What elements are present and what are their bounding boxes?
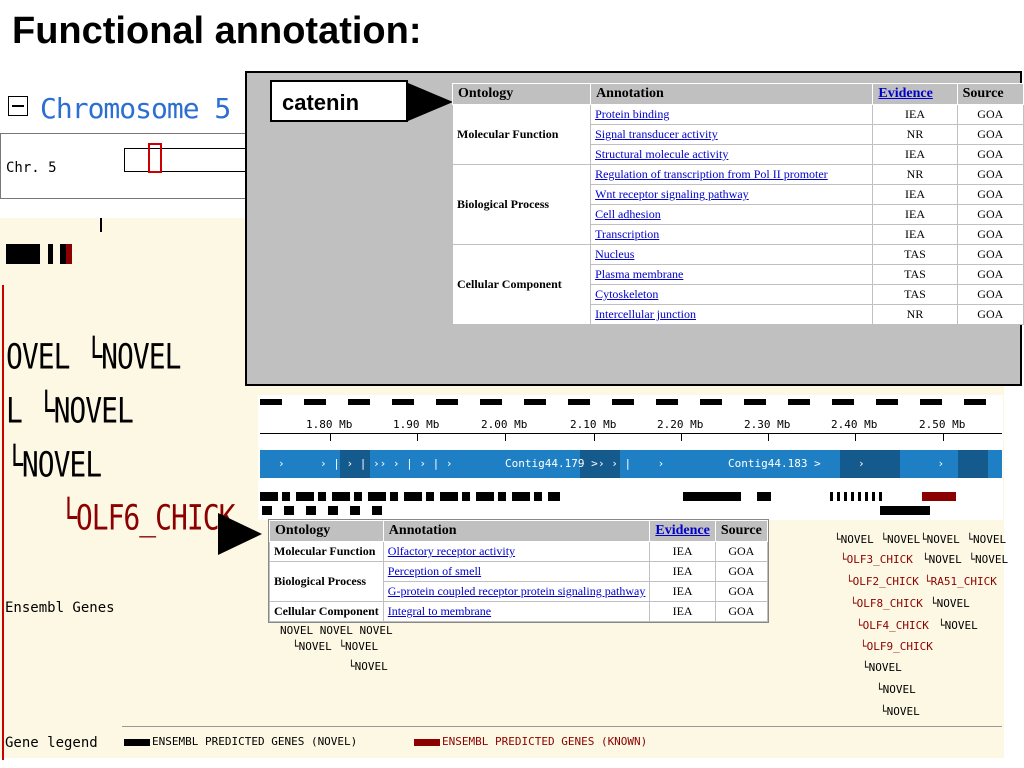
- evidence-cell: IEA: [650, 602, 715, 622]
- ensembl-genes-label: Ensembl Genes: [5, 600, 115, 616]
- annotation-cell: [591, 285, 873, 305]
- scale-tick: [505, 433, 506, 441]
- annotation-link[interactable]: Transcription: [595, 227, 660, 241]
- gene-label[interactable]: └NOVEL └NOVEL: [834, 533, 921, 546]
- position-tick: [100, 218, 102, 232]
- annotation-link[interactable]: Cytoskeleton: [595, 287, 659, 301]
- scale-tick-label: 2.50 Mb: [919, 418, 966, 431]
- ontology-cell: Cellular Component: [453, 245, 591, 325]
- source-cell: GOA: [715, 582, 767, 602]
- col-header-annotation: Annotation: [383, 521, 650, 542]
- source-cell: GOA: [957, 245, 1023, 265]
- gene-block-known[interactable]: [922, 492, 956, 501]
- source-cell: GOA: [715, 602, 767, 622]
- evidence-cell: IEA: [650, 542, 715, 562]
- source-cell: GOA: [715, 542, 767, 562]
- scale-tick: [855, 433, 856, 441]
- gene-label[interactable]: └NOVEL └NOVEL: [920, 533, 1007, 546]
- evidence-cell: IEA: [873, 205, 957, 225]
- scale-line: [260, 433, 1002, 434]
- evidence-cell: IEA: [650, 582, 715, 602]
- scale-tick-label: 2.10 Mb: [570, 418, 617, 431]
- scale-tick-label: 2.40 Mb: [831, 418, 878, 431]
- gene-legend-label: Gene legend: [5, 735, 98, 751]
- gene-label-olf6[interactable]: └OLF6_CHICK: [60, 497, 235, 539]
- evidence-cell: IEA: [650, 562, 715, 582]
- gene-label[interactable]: └NOVEL: [930, 597, 970, 610]
- scale-tick-label: 1.80 Mb: [306, 418, 353, 431]
- col-header-evidence: [873, 84, 957, 105]
- contig-arrows: › › ›: [858, 457, 1017, 470]
- legend-novel-text: ENSEMBL PREDICTED GENES (NOVEL): [152, 735, 358, 748]
- scale-tick-label: 2.00 Mb: [481, 418, 528, 431]
- annotation-cell: [591, 105, 873, 125]
- contig-arrows: › › | ›: [598, 457, 665, 470]
- gene-label-known[interactable]: └OLF3_CHICK: [840, 553, 913, 566]
- annotation-cell: [591, 265, 873, 285]
- chr-label: Chr. 5: [6, 160, 57, 176]
- gene-label[interactable]: └NOVEL: [862, 661, 902, 674]
- gene-label-known[interactable]: └OLF9_CHICK: [860, 640, 933, 653]
- scale-tick-label: 1.90 Mb: [393, 418, 440, 431]
- gene-label[interactable]: └NOVEL: [348, 660, 388, 673]
- gene-label[interactable]: └NOVEL: [6, 444, 102, 486]
- gene-label[interactable]: └NOVEL: [876, 683, 916, 696]
- source-cell: GOA: [957, 145, 1023, 165]
- olf6-go-table-wrap: [268, 519, 769, 623]
- source-cell: GOA: [715, 562, 767, 582]
- annotation-cell: [591, 205, 873, 225]
- col-header-evidence: [650, 521, 715, 542]
- annotation-link[interactable]: Protein binding: [595, 107, 670, 121]
- slide-title: Functional annotation:: [12, 10, 422, 52]
- annotation-link[interactable]: Olfactory receptor activity: [387, 544, 516, 558]
- source-cell: GOA: [957, 165, 1023, 185]
- scale-tick: [417, 433, 418, 441]
- gene-row[interactable]: [830, 492, 886, 501]
- legend-novel-swatch: [124, 739, 150, 746]
- annotation-cell: [383, 602, 650, 622]
- gene-label[interactable]: └NOVEL └NOVEL: [922, 553, 1009, 566]
- evidence-cell: NR: [873, 125, 957, 145]
- annotation-link[interactable]: Structural molecule activity: [595, 147, 729, 161]
- ontology-cell: Molecular Function: [270, 542, 384, 562]
- evidence-cell: IEA: [873, 105, 957, 125]
- chromosome-title: Chromosome 5: [40, 92, 231, 125]
- source-cell: GOA: [957, 125, 1023, 145]
- catenin-label-box: catenin: [270, 80, 408, 122]
- gene-label-known[interactable]: └OLF2_CHICK: [846, 575, 919, 588]
- col-header-source: Source: [957, 84, 1023, 105]
- table-row: [270, 542, 768, 562]
- annotation-cell: [591, 305, 873, 325]
- scale-tick-label: 2.20 Mb: [657, 418, 704, 431]
- gene-label[interactable]: └NOVEL └NOVEL: [292, 640, 379, 653]
- gene-block[interactable]: [48, 244, 53, 264]
- annotation-link[interactable]: Wnt receptor signaling pathway: [595, 187, 749, 201]
- scale-tick: [681, 433, 682, 441]
- legend-known-text: ENSEMBL PREDICTED GENES (KNOWN): [442, 735, 648, 748]
- col-header-annotation: Annotation: [591, 84, 873, 105]
- annotation-link[interactable]: Regulation of transcription from Pol II promoter: [595, 167, 828, 181]
- table-row: [453, 105, 1024, 125]
- annotation-link[interactable]: Intercellular junction: [595, 307, 697, 321]
- gene-block-known[interactable]: [66, 244, 72, 264]
- ontology-cell: Cellular Component: [270, 602, 384, 622]
- olf6-go-table: [269, 520, 768, 622]
- gene-block[interactable]: [683, 492, 741, 501]
- scale-tick: [330, 433, 331, 441]
- table-row: [453, 245, 1024, 265]
- scale-tick-label: 2.30 Mb: [744, 418, 791, 431]
- gene-label[interactable]: └NOVEL: [880, 705, 920, 718]
- source-cell: GOA: [957, 285, 1023, 305]
- legend-known-swatch: [414, 739, 440, 746]
- source-cell: GOA: [957, 265, 1023, 285]
- annotation-cell: [383, 542, 650, 562]
- annotation-link[interactable]: Integral to membrane: [387, 604, 492, 618]
- chromosome-header: [8, 92, 230, 125]
- evidence-cell: NR: [873, 165, 957, 185]
- gene-block[interactable]: [6, 244, 40, 264]
- table-row: [270, 602, 768, 622]
- gene-label-known[interactable]: └RA51_CHICK: [924, 575, 997, 588]
- evidence-cell: IEA: [873, 185, 957, 205]
- scale-tick: [768, 433, 769, 441]
- source-cell: GOA: [957, 305, 1023, 325]
- gene-block[interactable]: [880, 506, 930, 515]
- evidence-cell: NR: [873, 305, 957, 325]
- gene-label[interactable]: OVEL └NOVEL: [6, 336, 181, 378]
- gene-block[interactable]: [757, 492, 771, 501]
- contig-arrows: ›: [278, 457, 285, 470]
- annotation-cell: [591, 165, 873, 185]
- evidence-cell: TAS: [873, 245, 957, 265]
- gene-label[interactable]: NOVEL NOVEL NOVEL: [280, 624, 393, 637]
- evidence-sort-link[interactable]: Evidence: [878, 86, 933, 101]
- source-cell: GOA: [957, 225, 1023, 245]
- annotation-link[interactable]: Cell adhesion: [595, 207, 661, 221]
- gene-row[interactable]: [262, 506, 392, 515]
- annotation-cell: [591, 125, 873, 145]
- source-cell: GOA: [957, 205, 1023, 225]
- annotation-cell: [383, 562, 650, 582]
- contig-arrows: › | › | ›› › | › | ›: [320, 457, 453, 470]
- gene-label-known[interactable]: └OLF8_CHICK: [850, 597, 923, 610]
- annotation-cell: [591, 245, 873, 265]
- evidence-cell: TAS: [873, 265, 957, 285]
- table-row: [270, 562, 768, 582]
- catenin-go-table-wrap: [452, 83, 1024, 325]
- scale-tick: [943, 433, 944, 441]
- ideogram-selection-marker[interactable]: [148, 143, 162, 173]
- annotation-link[interactable]: Signal transducer activity: [595, 127, 718, 141]
- evidence-sort-link[interactable]: Evidence: [655, 523, 710, 538]
- annotation-link[interactable]: Perception of smell: [387, 564, 482, 578]
- source-cell: GOA: [957, 105, 1023, 125]
- source-cell: GOA: [957, 185, 1023, 205]
- annotation-link[interactable]: Plasma membrane: [595, 267, 684, 281]
- evidence-cell: TAS: [873, 285, 957, 305]
- annotation-link[interactable]: G-protein coupled receptor protein signaling pathway: [387, 584, 646, 598]
- gene-row[interactable]: [260, 492, 560, 501]
- pointer-arrow-icon: [408, 83, 453, 121]
- annotation-cell: [383, 582, 650, 602]
- contig-label[interactable]: Contig44.183 >: [728, 457, 821, 470]
- collapse-icon[interactable]: [8, 96, 28, 116]
- chromosome-ideogram[interactable]: [124, 148, 249, 172]
- gene-label[interactable]: └NOVEL: [938, 619, 978, 632]
- table-row: [453, 165, 1024, 185]
- gene-label-known[interactable]: └OLF4_CHICK: [856, 619, 929, 632]
- col-header-ontology: Ontology: [270, 521, 384, 542]
- view-border-line: [2, 285, 4, 760]
- ontology-cell: Biological Process: [270, 562, 384, 602]
- annotation-cell: [591, 185, 873, 205]
- col-header-source: Source: [715, 521, 767, 542]
- contig-label[interactable]: Contig44.179 >: [505, 457, 598, 470]
- pointer-arrow-icon: [218, 513, 262, 555]
- annotation-cell: [591, 225, 873, 245]
- catenin-go-table: [452, 83, 1024, 325]
- annotation-cell: [591, 145, 873, 165]
- legend-divider: [122, 726, 1002, 727]
- scale-dash-bar: [260, 399, 1002, 405]
- ontology-cell: Molecular Function: [453, 105, 591, 165]
- annotation-link[interactable]: Nucleus: [595, 247, 635, 261]
- ontology-cell: Biological Process: [453, 165, 591, 245]
- evidence-cell: IEA: [873, 145, 957, 165]
- scale-tick: [594, 433, 595, 441]
- gene-label[interactable]: L └NOVEL: [6, 390, 133, 432]
- col-header-ontology: Ontology: [453, 84, 591, 105]
- evidence-cell: IEA: [873, 225, 957, 245]
